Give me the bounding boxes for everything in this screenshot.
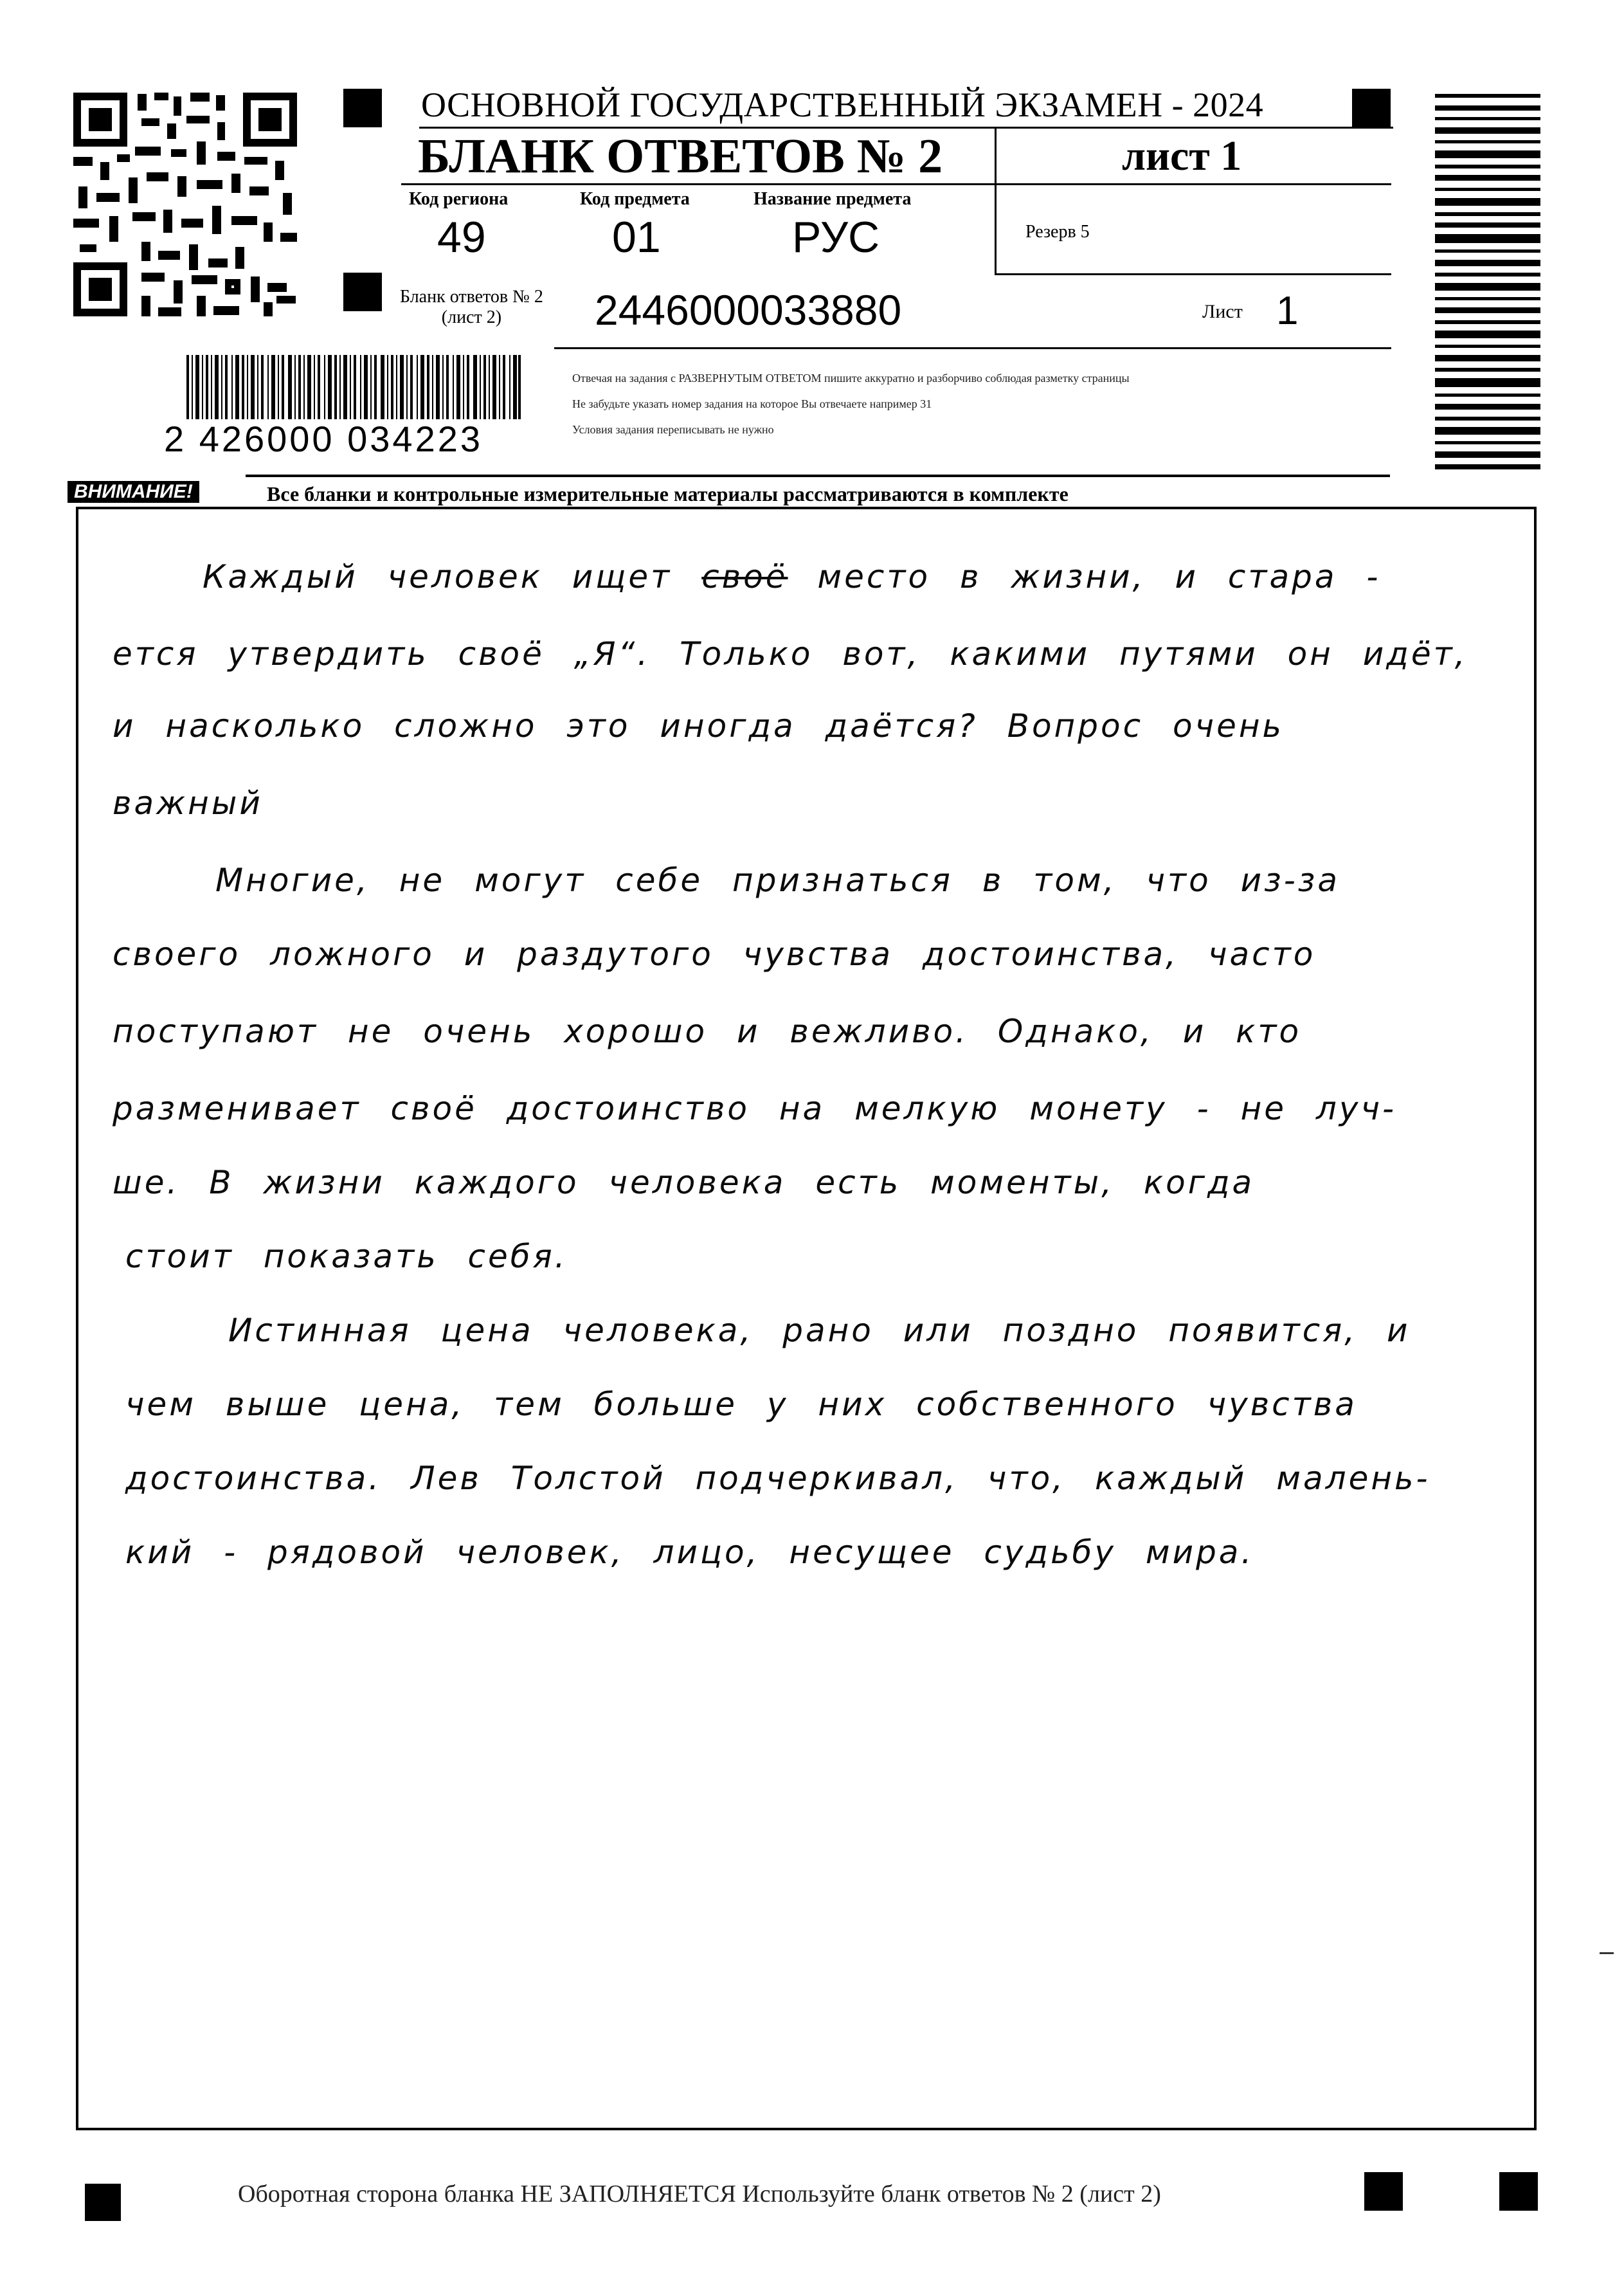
margin-tick [1600, 1952, 1614, 1954]
struck-word: своё [701, 558, 788, 595]
handwritten-line: своего ложного и раздутого чувства достоинства, часто [113, 936, 1316, 973]
header-rule [401, 183, 1391, 185]
header-rule [246, 475, 1390, 477]
instruction-line: Не забудьте указать номер задания на которое Вы отвечаете например 31 [572, 397, 932, 410]
handwritten-line: ше. В жизни каждого человека есть моменты, когда [113, 1164, 1255, 1201]
header-rule [554, 347, 1391, 349]
barcode [186, 355, 521, 419]
qr-code [71, 90, 300, 319]
header-rule [995, 273, 1391, 275]
subject-code-value: 01 [612, 213, 661, 262]
warning-text: Все бланки и контрольные измерительные материалы рассматриваются в комплекте [267, 482, 1069, 505]
handwritten-line: Многие, не могут себе признаться в том, что из-за [215, 862, 1340, 899]
sheet-small-label: Лист [1202, 301, 1243, 322]
handwritten-line: разменивает своё достоинство на мелкую монету - не луч- [113, 1090, 1397, 1127]
handwritten-line: кий - рядовой человек, лицо, несущее судьбу мира. [125, 1534, 1254, 1571]
sheet-label: лист 1 [1122, 132, 1242, 179]
alignment-marker [343, 89, 382, 127]
handwritten-line: стоит показать себя. [125, 1238, 568, 1275]
alignment-marker [1499, 2172, 1538, 2211]
alignment-marker [1352, 89, 1391, 127]
handwritten-line: чем выше цена, тем больше у них собственного чувства [125, 1386, 1357, 1423]
subject-code-label: Код предмета [580, 189, 690, 209]
handwritten-line: Истинная цена человека, рано или поздно появится, и [228, 1312, 1411, 1349]
subject-name-value: РУС [792, 213, 880, 262]
barcode-number: 2 426000 034223 [164, 419, 483, 459]
handwritten-line: Каждый человек ищет своё место в жизни, и стара - [203, 558, 1381, 595]
side-stripe-code [1435, 94, 1540, 473]
handwritten-line: и насколько сложно это иногда даётся? Вопрос очень [113, 707, 1285, 745]
instruction-line: Отвечая на задания с РАЗВЕРНУТЫМ ОТВЕТОМ пишите аккуратно и разборчиво соблюдая разметку страницы [572, 372, 1130, 385]
blank-number-label: Бланк ответов № 2 (лист 2) [400, 287, 543, 327]
alignment-marker [343, 273, 382, 311]
alignment-marker [85, 2184, 121, 2221]
region-code-label: Код региона [409, 189, 509, 209]
sheet-small-number: 1 [1276, 289, 1299, 333]
warning-badge: ВНИМАНИЕ! [68, 481, 199, 503]
instruction-line: Условия задания переписывать не нужно [572, 423, 774, 436]
subject-name-label: Название предмета [753, 189, 912, 209]
reserve-label: Резерв 5 [1025, 222, 1090, 242]
handwritten-line: ется утвердить своё „Я“. Только вот, какими путями он идёт, [113, 635, 1468, 673]
footer-note: Оборотная сторона бланка НЕ ЗАПОЛНЯЕТСЯ Используйте бланк ответов № 2 (лист 2) [238, 2180, 1161, 2207]
blank-number: 2446000033880 [595, 286, 902, 334]
handwritten-line: поступают не очень хорошо и вежливо. Однако, и кто [113, 1013, 1302, 1050]
region-code-value: 49 [437, 213, 486, 262]
header-divider [995, 129, 997, 275]
exam-title: ОСНОВНОЙ ГОСУДАРСТВЕННЫЙ ЭКЗАМЕН - 2024 [421, 86, 1264, 124]
form-title: БЛАНК ОТВЕТОВ № 2 [418, 129, 943, 183]
handwritten-line: важный [113, 784, 263, 822]
handwritten-line: достоинства. Лев Толстой подчеркивал, что, каждый малень- [125, 1460, 1430, 1497]
alignment-marker [1364, 2172, 1403, 2211]
